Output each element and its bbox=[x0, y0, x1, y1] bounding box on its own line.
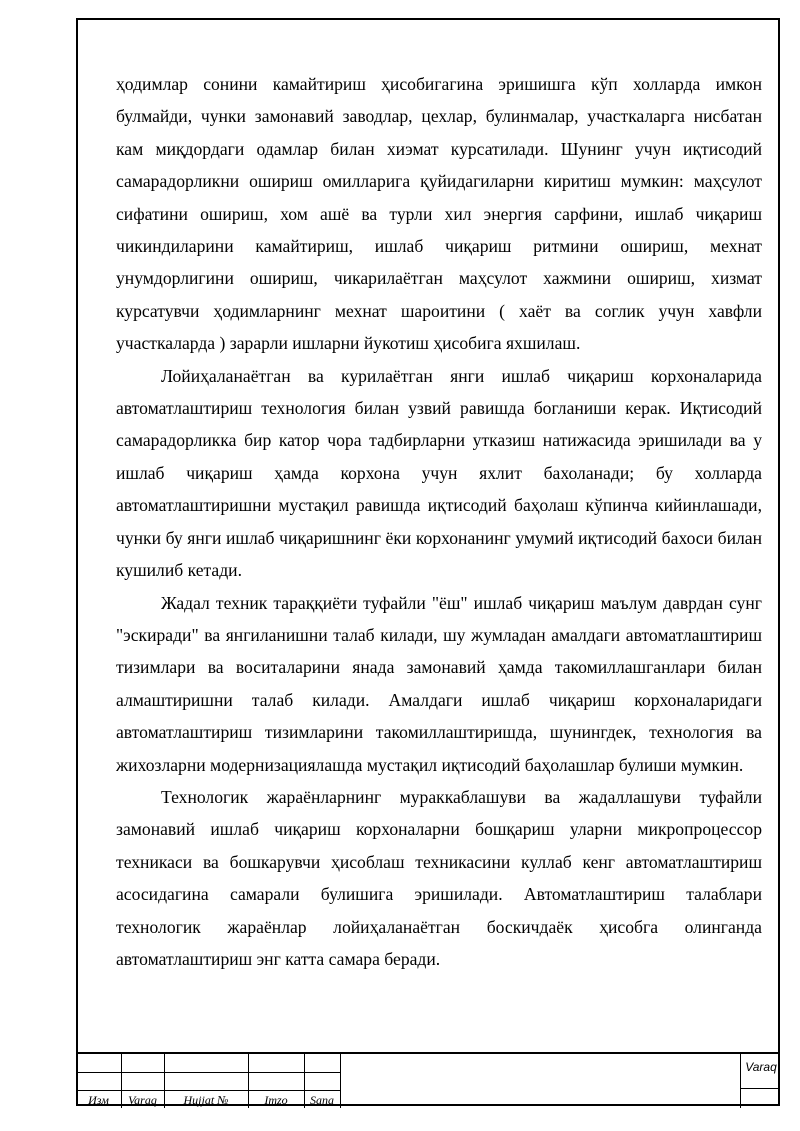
stamp-label-sana: Sana bbox=[310, 1093, 334, 1107]
page-number-label: Varaq bbox=[745, 1060, 777, 1074]
paragraph-3: Жадал техник тараққиёти туфайли "ёш" ишлаб чиқариш маълум даврдан сунг "эскиради" ва янгиланишни талаб килади, шу жумладан амалдаги автоматлаштириш тизимлари ва воситаларини янада замонавий ҳамда такомиллашганлари билан алмаштиришни талаб килади. Амалдаги ишлаб чиқариш корхоналаридаги автоматлаштириш тизимларини такомиллаштиришда, шунингдек, технология ва жихозларни модернизациялашда мустақил иқтисодий баҳолашлар булиши мумкин. bbox=[116, 592, 762, 775]
stamp-label-izm: Изм bbox=[88, 1093, 109, 1107]
stamp-label-imzo: Imzo bbox=[264, 1093, 288, 1107]
stamp-label-varaq: Varaq bbox=[128, 1093, 157, 1107]
stamp-row-line bbox=[76, 1072, 340, 1073]
title-block bbox=[76, 1052, 780, 1106]
paragraph-4: Технологик жараёнларнинг мураккаблашуви ва жадаллашуви туфайли замонавий ишлаб чиқариш корхоналарни бошқариш уларни микропроцессор техникаси ва бошкарувчи ҳисоблаш техникасини куллаб кенг автоматлаштириш асосидагина самарали булишига эришилади. Автоматлаштириш талаблари технологик жараёнлар лойиҳаланаётган боскичдаёк ҳисобга олинганда автоматлаштириш энг катта самара беради. bbox=[116, 786, 762, 969]
stamp-row-line bbox=[740, 1088, 780, 1089]
stamp-row-line bbox=[76, 1090, 340, 1091]
paragraph-1: ҳодимлар сонини камайтириш ҳисобигагина эришишга кўп холларда имкон булмайди, чунки замонавий заводлар, цехлар, булинмалар, участкаларга нисбатан кам миқдордаги одамлар билан хиэмат курсатилади. Шунинг учун иқтисодий самарадорликни ошириш омилларига қуйидагиларни киритиш мумкин: маҳсулот сифатини ошириш, хом ашё ва турли хил энергия сарфини, ишлаб чиқариш чикиндиларини камайтириш, ишлаб чиқариш ритмини ошириш, мехнат унумдорлигини ошириш, чикарилаётган маҳсулот хажмини ошириш, хизмат курсатувчи ҳодимларнинг мехнат шароитини ( хаёт ва соглик учун хавфли участкаларда ) зарарли ишларни йукотиш ҳисобига яхшилаш. bbox=[116, 74, 762, 354]
stamp-divider bbox=[740, 1054, 741, 1108]
stamp-label-hujjat: Hujjat № bbox=[183, 1093, 229, 1107]
document-body bbox=[116, 68, 762, 975]
stamp-divider bbox=[340, 1054, 341, 1108]
paragraph-2: Лойиҳаланаётган ва курилаётган янги ишлаб чиқариш корхоналарида автоматлаштириш технология билан узвий равишда богланиши керак. Иқтисодий самарадорликка бир катор чора тадбирларни утказиш натижасида эришилади ва у ишлаб чиқариш ҳамда корхона учун яхлит бахоланади; бу холларда автоматлаштиришни мустақил равишда иқтисодий баҳолаш кўпинча кийинлашади, чунки бу янги ишлаб чиқаришнинг ёки корхонанинг умумий иқтисодий бахоси билан кушилиб кетади. bbox=[116, 365, 762, 581]
